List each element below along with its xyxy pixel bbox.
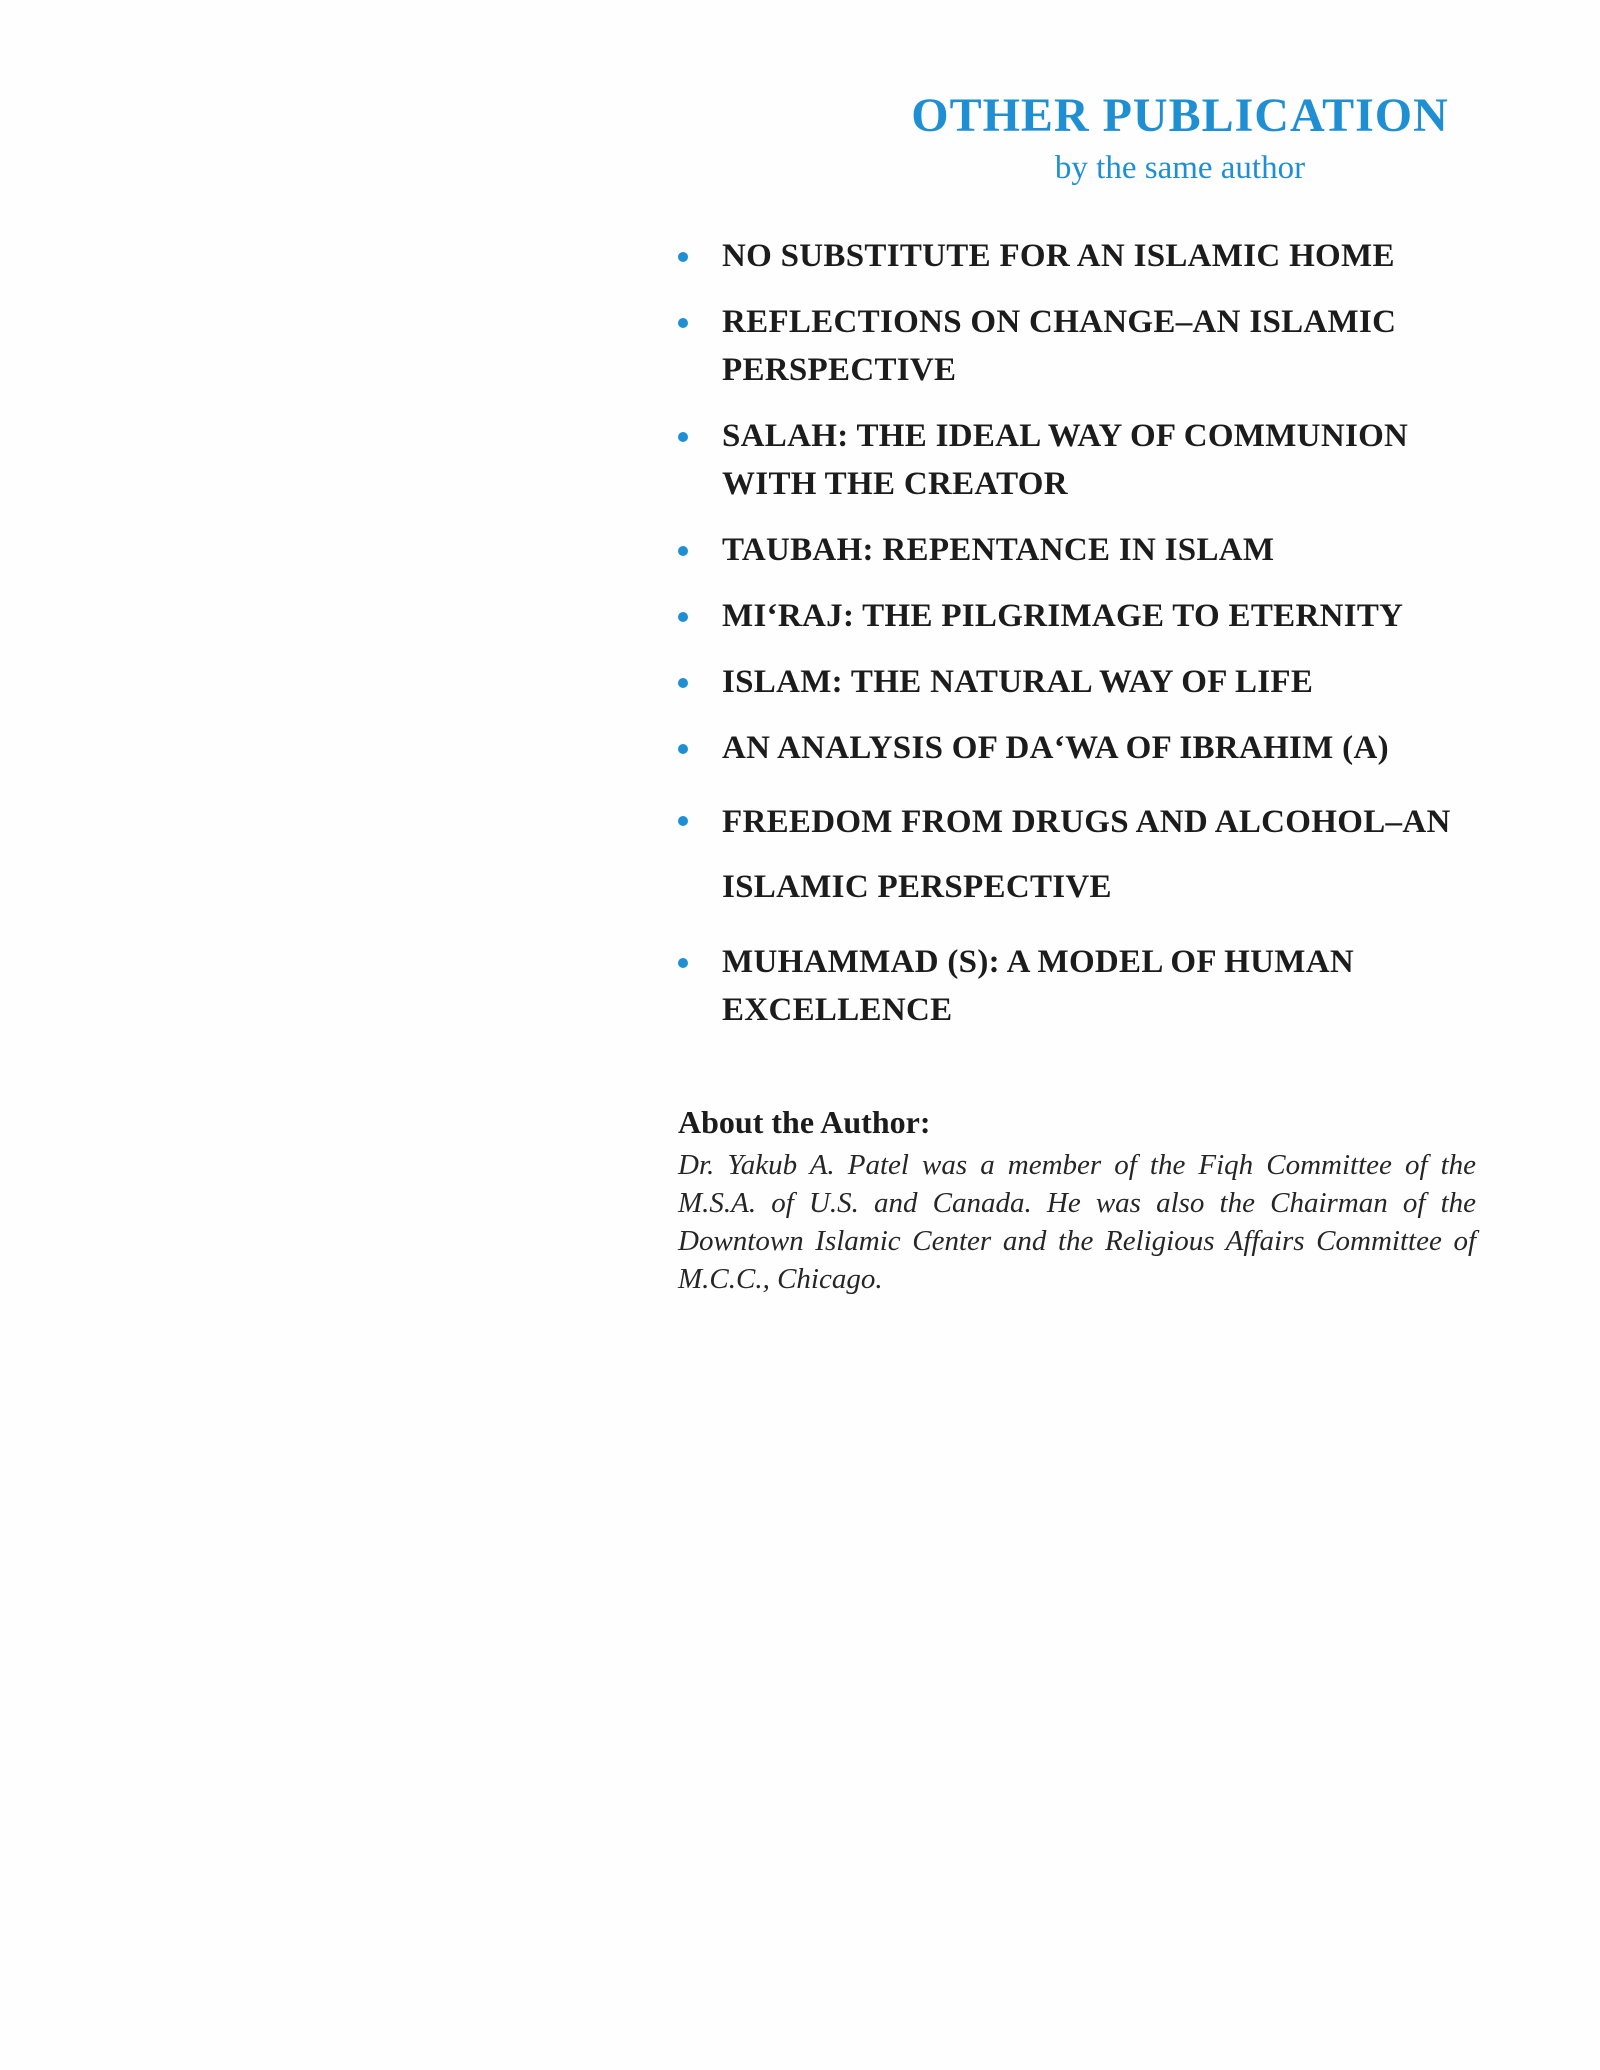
publication-title: SALAH: THE IDEAL WAY OF COMMUNION WITH THE CREATOR bbox=[722, 418, 1409, 502]
publication-item bbox=[670, 232, 1510, 280]
publication-title: FREEDOM FROM DRUGS AND ALCOHOL–AN ISLAMIC PERSPECTIVE bbox=[722, 804, 1451, 905]
publication-item bbox=[670, 412, 1510, 508]
bullet-icon bbox=[678, 318, 688, 328]
bullet-icon bbox=[678, 958, 688, 968]
publication-title: TAUBAH: REPENTANCE IN ISLAM bbox=[722, 532, 1275, 568]
publication-title: ISLAM: THE NATURAL WAY OF LIFE bbox=[722, 664, 1314, 700]
about-text: Dr. Yakub A. Patel was a member of the Fiqh Committee of the M.S.A. of U.S. and Canada. He was also the Chairman of the Downtown Islamic Center and the Religious Affairs Committee of M.C.C., Chicago. bbox=[678, 1149, 1476, 1295]
publication-title: AN ANALYSIS OF DA‘WA OF IBRAHIM (A) bbox=[722, 730, 1389, 766]
publication-item bbox=[670, 938, 1510, 1034]
publication-title: REFLECTIONS ON CHANGE–AN ISLAMIC PERSPECTIVE bbox=[722, 304, 1397, 388]
publication-title: MUHAMMAD (S): A MODEL OF HUMAN EXCELLENCE bbox=[722, 944, 1354, 1028]
publication-item bbox=[670, 298, 1510, 394]
bullet-icon bbox=[678, 432, 688, 442]
bullet-icon bbox=[678, 252, 688, 262]
publication-item bbox=[670, 592, 1510, 640]
bullet-icon bbox=[678, 546, 688, 556]
bullet-icon bbox=[678, 816, 688, 826]
bullet-icon bbox=[678, 678, 688, 688]
page-subtitle: by the same author bbox=[1054, 150, 1306, 186]
page-title: OTHER PUBLICATION bbox=[911, 89, 1449, 142]
publication-title: NO SUBSTITUTE FOR AN ISLAMIC HOME bbox=[722, 238, 1395, 274]
bullet-icon bbox=[678, 612, 688, 622]
publication-item bbox=[670, 724, 1510, 772]
publication-item bbox=[670, 526, 1510, 574]
publication-list bbox=[670, 232, 1510, 1052]
publication-item bbox=[670, 790, 1510, 920]
publication-title: MI‘RAJ: THE PILGRIMAGE TO ETERNITY bbox=[722, 598, 1404, 634]
about-heading: About the Author: bbox=[678, 1104, 931, 1140]
publication-item bbox=[670, 658, 1510, 706]
bullet-icon bbox=[678, 744, 688, 754]
